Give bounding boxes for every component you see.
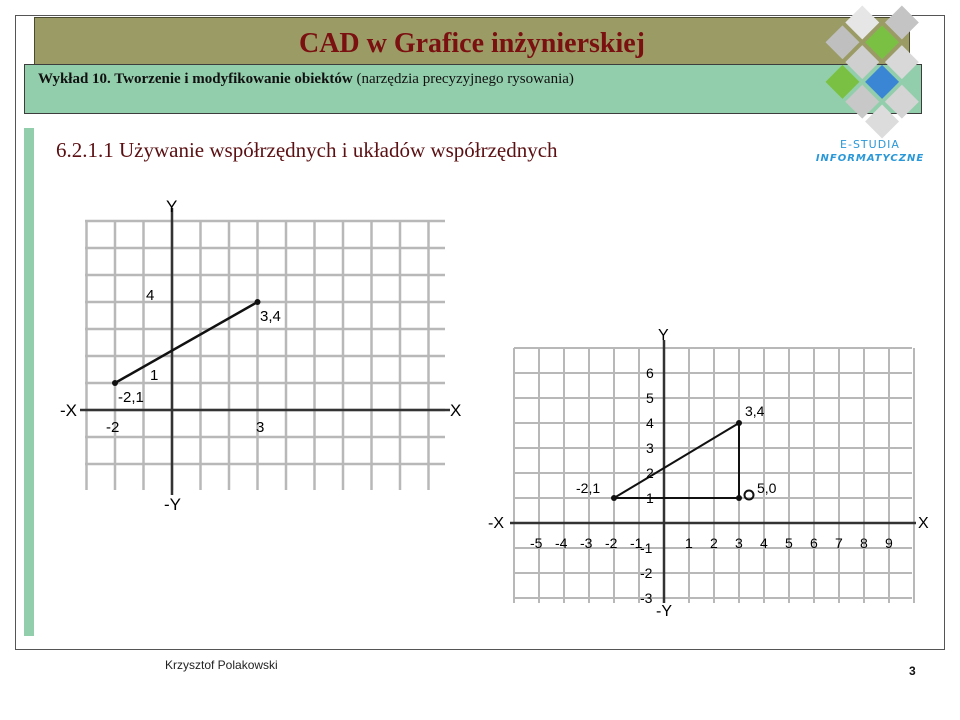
x-tick-label: 7 — [835, 535, 843, 551]
grid — [85, 220, 445, 490]
point-marker — [736, 495, 742, 501]
point-marker — [736, 420, 742, 426]
x-tick-label: 2 — [710, 535, 718, 551]
lecture-subtitle — [38, 69, 574, 89]
neg-y-axis-label: -Y — [164, 495, 181, 514]
coordinate-diagram-1 — [60, 190, 470, 520]
point-label: -2,1 — [576, 480, 601, 496]
x-tick-label: 6 — [810, 535, 818, 551]
point-label: -2,1 — [118, 389, 144, 406]
y-tick-label: 5 — [646, 390, 654, 406]
neg-x-axis-label: -X — [488, 515, 504, 532]
y-tick-label: 6 — [646, 365, 654, 381]
footer-author: Krzysztof Polakowski — [165, 658, 278, 672]
x-tick-label: 1 — [685, 535, 693, 551]
point-marker — [611, 495, 617, 501]
x-tick-label: -5 — [530, 535, 543, 551]
tick-label: 4 — [146, 287, 155, 304]
slide-title: CAD w Grafice inżynierskiej — [298, 28, 646, 59]
x-tick-label: -4 — [555, 535, 568, 551]
tick-label: 1 — [150, 367, 159, 384]
logo-text-estudia: E-STUDIA — [840, 138, 900, 151]
section-heading: 6.2.1.1 Używanie współrzędnych i układów współrzędnych — [56, 138, 558, 162]
grid — [514, 348, 914, 603]
x-tick-labels — [530, 535, 893, 551]
tick-label: 3 — [256, 419, 265, 436]
coordinate-diagram-2 — [488, 318, 938, 628]
y-tick-label: -3 — [640, 590, 653, 606]
x-tick-label: -3 — [580, 535, 593, 551]
tick-label: -2 — [106, 419, 120, 436]
y-tick-label: 2 — [646, 465, 654, 481]
x-tick-label: 8 — [860, 535, 868, 551]
x-tick-label: 3 — [735, 535, 743, 551]
y-tick-label: 3 — [646, 440, 654, 456]
point-label: 5,0 — [757, 480, 777, 496]
y-tick-label: 1 — [646, 490, 654, 506]
y-tick-label: 4 — [646, 415, 654, 431]
logo-text-informatyczne: INFORMATYCZNE — [815, 153, 925, 164]
point-marker — [255, 299, 261, 305]
left-accent-bar — [24, 128, 34, 636]
x-tick-label: 9 — [885, 535, 893, 551]
triangle-hypotenuse — [614, 423, 739, 498]
x-axis-label: X — [450, 401, 462, 420]
y-axis-label: Y — [658, 327, 669, 344]
x-tick-label: 4 — [760, 535, 768, 551]
subtitle-bold: Wykład 10. Tworzenie i modyfikowanie obiektów — [38, 71, 353, 87]
page-number: 3 — [909, 664, 916, 678]
x-tick-label: -1 — [630, 535, 643, 551]
x-axis-label: X — [918, 515, 929, 532]
point-marker — [112, 380, 118, 386]
x-tick-label: 5 — [785, 535, 793, 551]
y-tick-label: -1 — [640, 540, 653, 556]
neg-x-axis-label: -X — [60, 401, 77, 420]
neg-y-axis-label: -Y — [656, 603, 672, 620]
point-label: 3,4 — [260, 308, 281, 325]
point-label: 3,4 — [745, 403, 765, 419]
y-tick-labels — [640, 365, 654, 606]
x-tick-label: -2 — [605, 535, 618, 551]
y-axis-label: Y — [166, 197, 178, 216]
subtitle-normal: (narzędzia precyzyjnego rysowania) — [352, 71, 574, 87]
line-segment — [115, 302, 258, 383]
y-tick-label: -2 — [640, 565, 653, 581]
